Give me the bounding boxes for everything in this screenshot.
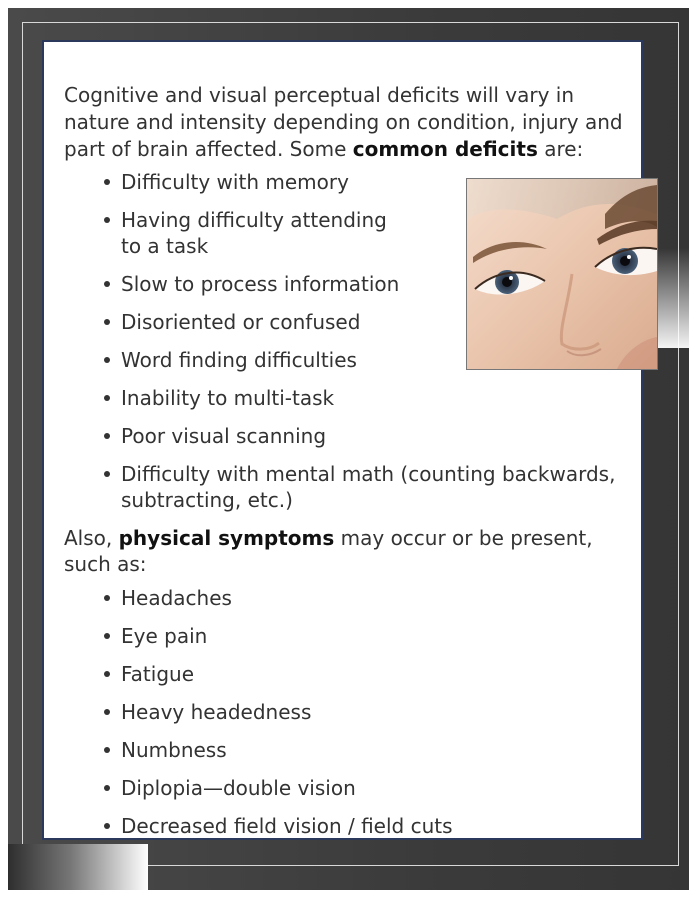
intro-text: Cognitive and visual perceptual deficits will vary in nature and intensity depending on condition, injury and part of brain affected. Some bbox=[64, 83, 623, 161]
list-item-label: Decreased field vision / field cuts bbox=[121, 814, 453, 838]
bullet-icon bbox=[104, 395, 110, 401]
bullet-icon bbox=[104, 471, 110, 477]
list-item bbox=[64, 423, 634, 449]
also-bold: physical symptoms bbox=[118, 526, 335, 550]
list-item-label: Difficulty with mental math (counting backwards, subtracting, etc.) bbox=[121, 462, 616, 512]
list-item-label: Disoriented or confused bbox=[121, 310, 361, 334]
intro-paragraph bbox=[64, 82, 634, 163]
physical-symptoms-paragraph bbox=[64, 525, 634, 577]
list-item-label: Word finding difficulties bbox=[121, 348, 357, 372]
bullet-icon bbox=[104, 595, 110, 601]
also-text: Also, bbox=[64, 526, 119, 550]
list-item-label: Inability to multi-task bbox=[121, 386, 335, 410]
list-item bbox=[64, 169, 634, 195]
list-item-label: Numbness bbox=[121, 738, 227, 762]
list-item-label: Heavy headedness bbox=[121, 700, 312, 724]
list-item-label: Headaches bbox=[121, 586, 232, 610]
intro-bold: common deficits bbox=[352, 137, 538, 161]
bullet-icon bbox=[104, 217, 110, 223]
list-item-label: Slow to process information bbox=[121, 272, 400, 296]
intro-tail: are: bbox=[537, 137, 584, 161]
bullet-icon bbox=[104, 281, 110, 287]
text-block bbox=[64, 82, 634, 851]
list-item-label: Poor visual scanning bbox=[121, 424, 327, 448]
list-item bbox=[64, 271, 634, 297]
list-item bbox=[64, 623, 634, 649]
bullet-icon bbox=[104, 747, 110, 753]
also-tail: may occur or be present, such as: bbox=[64, 526, 593, 576]
list-item bbox=[64, 775, 634, 801]
list-item bbox=[64, 461, 634, 513]
list-item-label: Eye pain bbox=[121, 624, 208, 648]
bullet-icon bbox=[104, 633, 110, 639]
bullet-icon bbox=[104, 785, 110, 791]
symptoms-list bbox=[64, 585, 634, 839]
bullet-icon bbox=[104, 709, 110, 715]
list-item-label: Difficulty with memory bbox=[121, 170, 349, 194]
list-item-label: Having difficulty attending to a task bbox=[121, 208, 387, 258]
list-item bbox=[64, 347, 634, 373]
content-panel bbox=[42, 40, 643, 840]
list-item bbox=[64, 699, 634, 725]
deficits-list bbox=[64, 169, 634, 513]
list-item bbox=[64, 309, 634, 335]
list-item-label: Diplopia—double vision bbox=[121, 776, 356, 800]
bullet-icon bbox=[104, 671, 110, 677]
list-item bbox=[64, 661, 634, 687]
bullet-icon bbox=[104, 179, 110, 185]
bullet-icon bbox=[104, 319, 110, 325]
list-item bbox=[64, 585, 634, 611]
list-item bbox=[64, 385, 634, 411]
list-item bbox=[64, 207, 634, 259]
list-item-label: Fatigue bbox=[121, 662, 194, 686]
bullet-icon bbox=[104, 823, 110, 829]
bullet-icon bbox=[104, 357, 110, 363]
list-item bbox=[64, 813, 634, 839]
list-item bbox=[64, 737, 634, 763]
bullet-icon bbox=[104, 433, 110, 439]
